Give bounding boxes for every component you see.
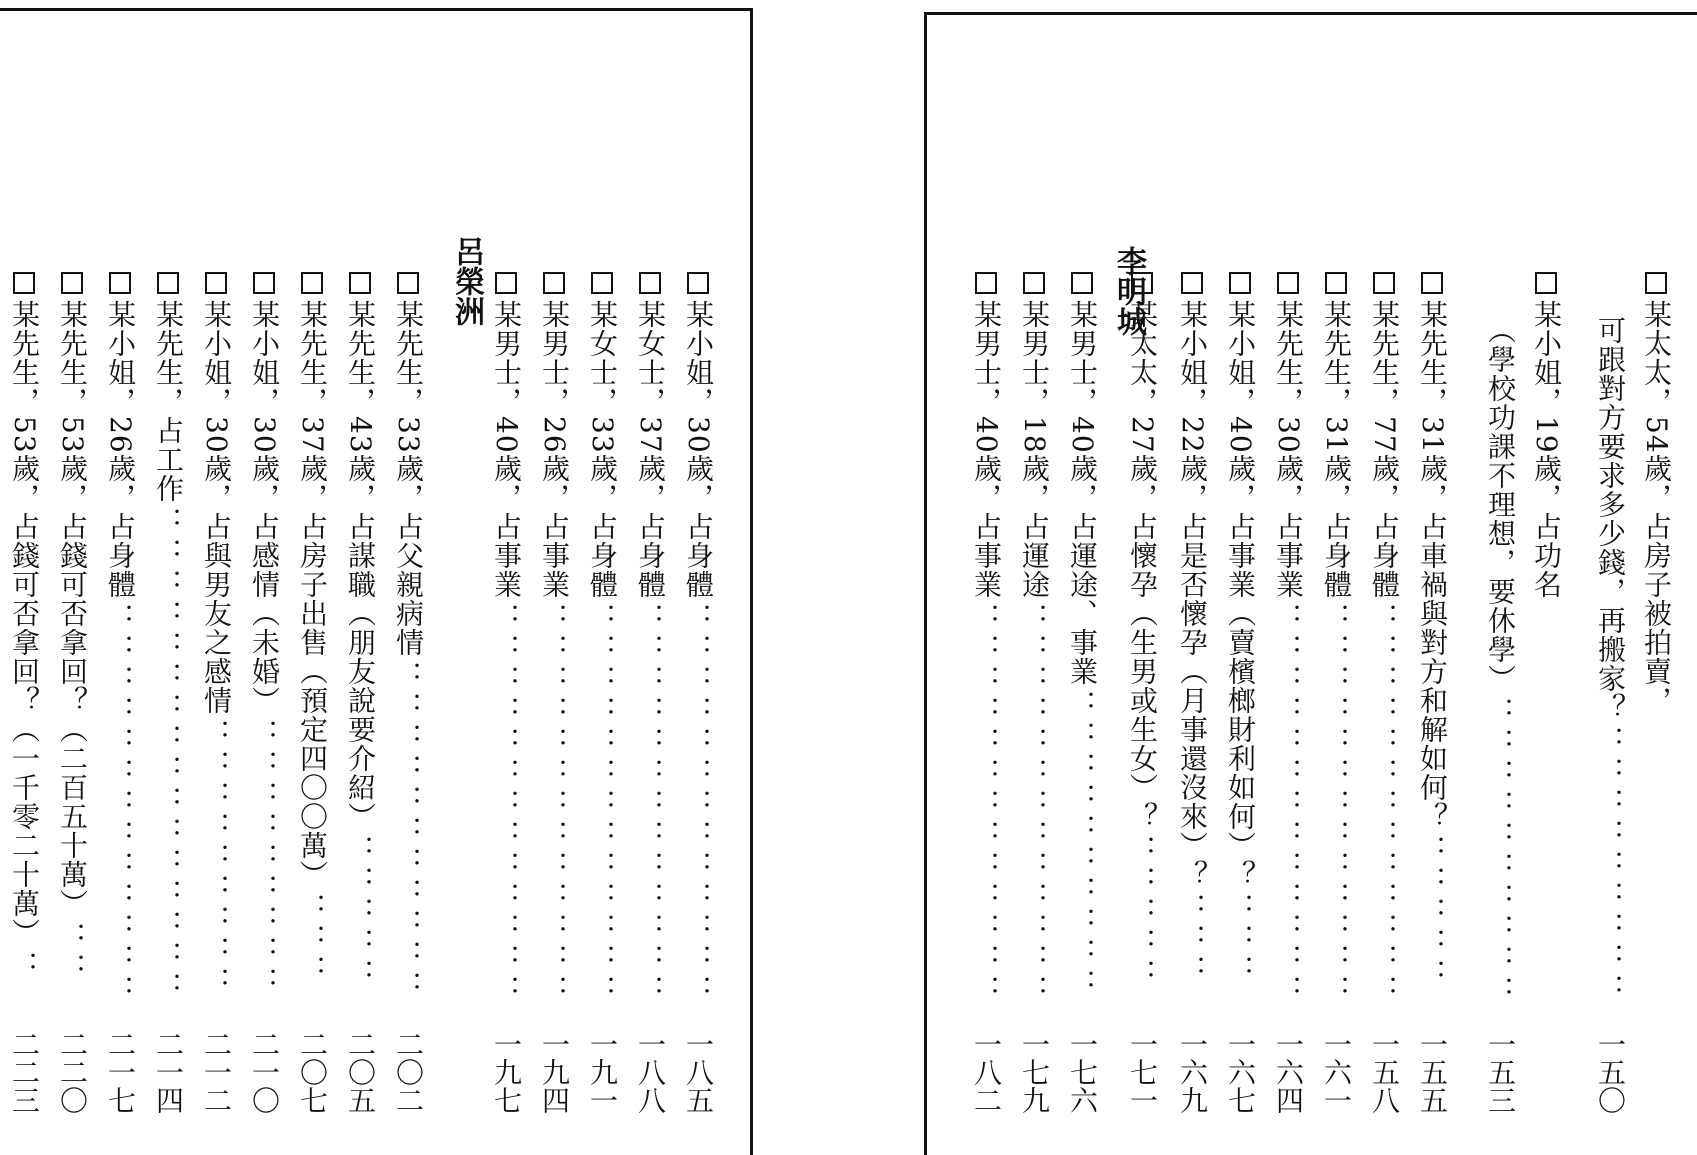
dot-leader: ：：：：： bbox=[344, 834, 377, 990]
page-number: 一八八 bbox=[634, 1030, 667, 1114]
checkbox-icon bbox=[397, 272, 419, 294]
page-number: 一六四 bbox=[1272, 1030, 1305, 1114]
toc-entry-title: 某男士，40歲，占運途、事業 bbox=[1066, 300, 1099, 686]
page-number: 一六九 bbox=[1176, 1030, 1209, 1114]
checkbox-icon bbox=[1181, 272, 1203, 294]
toc-entry bbox=[1524, 270, 1568, 599]
page-number: 二〇二 bbox=[392, 1030, 425, 1114]
checkbox-icon bbox=[1373, 272, 1395, 294]
page-number: 二一二 bbox=[200, 1030, 233, 1114]
toc-entry bbox=[386, 270, 430, 657]
page-number: 二一七 bbox=[104, 1030, 137, 1114]
dot-leader: ：：：：：：：：： bbox=[200, 718, 233, 998]
toc-entry-title: 某先生，31歲，占身體 bbox=[1320, 300, 1353, 599]
toc-entry bbox=[1170, 270, 1214, 889]
checkbox-icon bbox=[1421, 272, 1443, 294]
dot-leader: ：：：：：：：：：：：：： bbox=[1272, 602, 1305, 1006]
toc-entry-title: 某小姐，19歲，占功名 bbox=[1530, 300, 1563, 599]
toc-entry-title: 某先生，53歲，占錢可否拿回？（一千零二十萬） bbox=[8, 300, 41, 947]
page-number: 一五五 bbox=[1416, 1030, 1449, 1114]
dot-leader: ：：：：：：：：：：：：： bbox=[586, 602, 619, 1006]
checkbox-icon bbox=[975, 272, 997, 294]
toc-entry-title: 某太太，54歲，占房子被拍賣， bbox=[1640, 300, 1673, 715]
dot-leader: ：：：：：：：：：：：：： bbox=[634, 602, 667, 1006]
dot-leader: ：：：：：：：：：： bbox=[1484, 697, 1517, 1007]
toc-entry-title: 某小姐，40歲，占事業（賣檳榔財利如何）？ bbox=[1224, 300, 1257, 889]
page-number: 二一〇 bbox=[248, 1030, 281, 1114]
dot-leader: ：：： bbox=[1176, 892, 1209, 986]
toc-entry-title: 某先生，33歲，占父親病情 bbox=[392, 300, 425, 657]
page-number: 一八五 bbox=[682, 1030, 715, 1114]
page-number: 一五三 bbox=[1484, 1030, 1517, 1114]
toc-entry-title: 某先生，53歲，占錢可否拿回？（二百五十萬） bbox=[56, 300, 89, 918]
checkbox-icon bbox=[1023, 272, 1045, 294]
dot-leader: ：：：：：：：：：：：：： bbox=[490, 602, 523, 1006]
toc-entry-title: 某小姐，26歲，占身體 bbox=[104, 300, 137, 599]
page-number: 二〇五 bbox=[344, 1030, 377, 1114]
toc-entry bbox=[242, 270, 286, 715]
toc-entry-title: 某小姐，30歲，占身體 bbox=[682, 300, 715, 599]
checkbox-icon bbox=[639, 272, 661, 294]
checkbox-icon bbox=[543, 272, 565, 294]
checkbox-icon bbox=[109, 272, 131, 294]
checkbox-icon bbox=[1535, 272, 1557, 294]
dot-leader: ：：：：：：：：：：： bbox=[392, 660, 425, 1002]
page-number: 一五八 bbox=[1368, 1030, 1401, 1114]
checkbox-icon bbox=[13, 272, 35, 294]
dot-leader: ：：：：：：：：：：：：： bbox=[538, 602, 571, 1006]
toc-entry bbox=[50, 270, 94, 918]
page-number: 一九一 bbox=[586, 1030, 619, 1114]
checkbox-icon bbox=[495, 272, 517, 294]
toc-entry bbox=[580, 270, 624, 599]
toc-entry bbox=[1634, 270, 1678, 715]
page-number: 一五〇 bbox=[1594, 1030, 1627, 1114]
page-number: 一九七 bbox=[490, 1030, 523, 1114]
checkbox-icon bbox=[349, 272, 371, 294]
toc-entry bbox=[964, 270, 1008, 599]
page-number: 一六一 bbox=[1320, 1030, 1353, 1114]
toc-entry-title: 某小姐，30歲，占感情（未婚） bbox=[248, 300, 281, 715]
checkbox-icon bbox=[205, 272, 227, 294]
toc-entry-title: 某先生，37歲，占房子出售（預定四〇〇萬） bbox=[296, 300, 329, 889]
toc-entry bbox=[628, 270, 672, 599]
dot-leader: ：：：：：：：：：： bbox=[1066, 689, 1099, 1000]
toc-entry bbox=[2, 270, 46, 947]
page-number: 一八二 bbox=[970, 1030, 1003, 1114]
toc-entry bbox=[484, 270, 528, 599]
checkbox-icon bbox=[1229, 272, 1251, 294]
toc-entry-title: 某男士，26歲，占事業 bbox=[538, 300, 571, 599]
section-author: 李明城 bbox=[1111, 246, 1146, 336]
toc-entry-title: 某女士，33歲，占身體 bbox=[586, 300, 619, 599]
checkbox-icon bbox=[1325, 272, 1347, 294]
dot-leader: ：： bbox=[56, 921, 89, 984]
dot-leader: ：：： bbox=[1224, 892, 1257, 986]
section-author: 呂榮洲 bbox=[449, 236, 484, 326]
toc-entry-title: 某小姐，22歲，占是否懷孕（月事還沒來）？ bbox=[1176, 300, 1209, 889]
checkbox-icon bbox=[687, 272, 709, 294]
dot-leader: ：：：：：：：：： bbox=[1594, 726, 1627, 1005]
toc-entry-title: 某先生，77歲，占身體 bbox=[1368, 300, 1401, 599]
dot-leader: ：：： bbox=[296, 892, 329, 986]
page-number: 一七六 bbox=[1066, 1030, 1099, 1114]
toc-entry bbox=[676, 270, 720, 599]
toc-entry-title: 某男士，40歲，占事業 bbox=[490, 300, 523, 599]
toc-entry bbox=[98, 270, 142, 599]
toc-entry-title: 某太太，27歲，占懷孕（生男或生女）？ bbox=[1126, 300, 1159, 831]
checkbox-icon bbox=[301, 272, 323, 294]
dot-leader: ：：：：： bbox=[1126, 834, 1159, 990]
checkbox-icon bbox=[1277, 272, 1299, 294]
checkbox-icon bbox=[253, 272, 275, 294]
page-number: 一七九 bbox=[1018, 1030, 1051, 1114]
dot-leader: ：：：：：：：：：：：：： bbox=[1320, 602, 1353, 1006]
checkbox-icon bbox=[157, 272, 179, 294]
toc-entry-title: 某先生，43歲，占謀職（朋友說要介紹） bbox=[344, 300, 377, 831]
dot-leader: ：：：：：：：：：：：：： bbox=[1018, 602, 1051, 1006]
dot-leader: ：：：：：：：：： bbox=[248, 718, 281, 998]
dot-leader: ：：：：：：：：：：：：： bbox=[104, 602, 137, 1006]
toc-entry-title: 某先生，30歲，占事業 bbox=[1272, 300, 1305, 599]
toc-entry bbox=[1314, 270, 1358, 599]
toc-entry bbox=[1362, 270, 1406, 599]
toc-entry bbox=[1218, 270, 1262, 889]
toc-entry bbox=[532, 270, 576, 599]
dot-leader: ：：：：：：：：：：：：： bbox=[970, 602, 1003, 1006]
dot-leader: ： bbox=[8, 950, 41, 982]
page-number: 一六七 bbox=[1224, 1030, 1257, 1114]
toc-entry bbox=[194, 270, 238, 715]
page-number: 二二三 bbox=[8, 1030, 41, 1114]
dot-leader: ：：：：： bbox=[1416, 834, 1449, 990]
toc-entry-title: 某男士，40歲，占事業 bbox=[970, 300, 1003, 599]
toc-entry-title: 某先生，占工作 bbox=[152, 300, 185, 503]
toc-entry-title: 某先生，31歲，占車禍與對方和解如何？ bbox=[1416, 300, 1449, 831]
toc-entry bbox=[146, 270, 190, 503]
checkbox-icon bbox=[591, 272, 613, 294]
toc-entry bbox=[338, 270, 382, 831]
toc-entry-title: 某小姐，30歲，占與男友之感情 bbox=[200, 300, 233, 715]
checkbox-icon bbox=[1071, 272, 1093, 294]
toc-entry bbox=[1060, 270, 1104, 686]
dot-leader: ：：：：：：：：：：：：： bbox=[1368, 602, 1401, 1006]
toc-entry bbox=[1120, 270, 1164, 831]
dot-leader: ：：：：：：：：：：：：：：：： bbox=[152, 507, 185, 1003]
toc-entry-title: 某女士，37歲，占身體 bbox=[634, 300, 667, 599]
checkbox-icon bbox=[61, 272, 83, 294]
page-number: 二二〇 bbox=[56, 1030, 89, 1114]
toc-entry-continuation: 可跟對方要求多少錢，再搬家？ bbox=[1594, 316, 1627, 722]
toc-entry bbox=[1012, 270, 1056, 599]
toc-entry-continuation: （學校功課不理想，要休學） bbox=[1484, 316, 1517, 693]
page-number: 一七一 bbox=[1126, 1030, 1159, 1114]
page-number: 二〇七 bbox=[296, 1030, 329, 1114]
toc-entry bbox=[1410, 270, 1454, 831]
checkbox-icon bbox=[1645, 272, 1667, 294]
page-number: 一九四 bbox=[538, 1030, 571, 1114]
dot-leader: ：：：：：：：：：：：：： bbox=[682, 602, 715, 1006]
toc-entry bbox=[1266, 270, 1310, 599]
toc-entry-title: 某男士，18歲，占運途 bbox=[1018, 300, 1051, 599]
page-number: 二一四 bbox=[152, 1030, 185, 1114]
toc-entry bbox=[290, 270, 334, 889]
